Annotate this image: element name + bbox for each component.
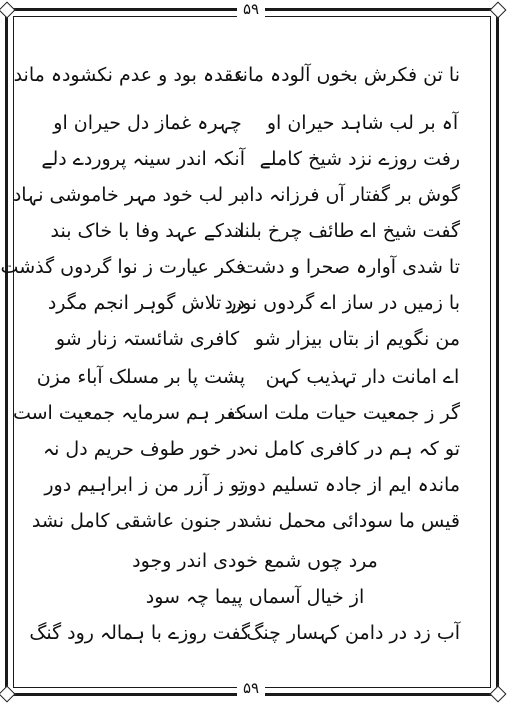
couplet [31,506,460,536]
misra-second: کافری شائستہ زنار شو [55,328,240,350]
misra-second: در خور طوف حریم دل نہ [42,438,245,460]
closing-couplet [29,618,460,648]
misra-second: اندکے عہد وفا با خاک بند [50,220,245,242]
misra-second: کفر ہم سرمایہ جمعیت است [12,402,245,424]
couplet [0,252,460,282]
closing-line-1: مرد چوں شمع خودی اندر وجود [132,550,378,572]
misra-second: تو ز آزر من ز ابراہیم دور [44,474,245,496]
misra-second: آنکہ اندر سینہ پروردے دلے [41,148,245,170]
misra-second: عقدہ بود و عدم نکشودہ ماند [13,64,245,86]
couplet [12,180,460,210]
misra-first: گفت شیخ اے طائف چرخ بلند [234,220,460,242]
couplet [12,398,460,428]
couplet [50,108,460,138]
page-number-bottom: ۵۹ [237,680,265,696]
misra-first: گر ز جمعیت حیات ملت است [228,402,460,424]
misra-first: آہ بر لب شاہد حیران او [266,112,459,134]
misra-first: گوش بر گفتار آں فرزانہ داد [240,184,460,206]
couplet [13,60,460,90]
couplet [41,144,460,174]
misra-second: گفت روزے با ہمالہ رود گنگ [29,622,250,644]
misra-first: قیس ما سودائی محمل نشد [240,510,460,532]
misra-first: ماندہ ایم از جادہ تسلیم دور [238,474,460,496]
closing-line-2: از خیال آسماں پیما چہ سود [145,586,365,608]
misra-first: تا شدی آوارہ صحرا و دشت [241,256,460,278]
couplet [42,434,460,464]
misra-second: چہرہ غماز دل حیران او [53,112,242,134]
misra-first: نا تن فکرش بخوں آلودہ ماند [232,64,460,86]
misra-second: پشت پا بر مسلک آباء مزن [36,366,245,388]
misra-second: در تلاش گوہر انجم مگرد [47,292,245,314]
misra-second: فکر عیارت ز نوا گردوں گذشت [0,256,245,278]
page-number-top: ۵۹ [237,1,265,17]
misra-first: با زمیں در ساز اے گردوں نورد [224,292,460,314]
couplet [36,362,460,392]
misra-first: رفت روزے نزد شیخ کاملے [259,148,460,170]
misra-first: اے امانت دار تہذیب کہن [265,366,460,388]
misra-first: آب زد در دامن کہسار چنگ [246,622,460,644]
couplet [50,324,460,354]
couplet [47,288,460,318]
misra-second: در جنون عاشقی کامل نشد [31,510,245,532]
misra-second: بر لب خود مہر خاموشی نہاد [12,184,245,206]
couplet [50,216,460,246]
couplet [44,470,460,500]
misra-first: تو کہ ہم در کافری کامل نہ [241,438,460,460]
misra-first: من نگویم از بتاں بیزار شو [254,328,460,350]
